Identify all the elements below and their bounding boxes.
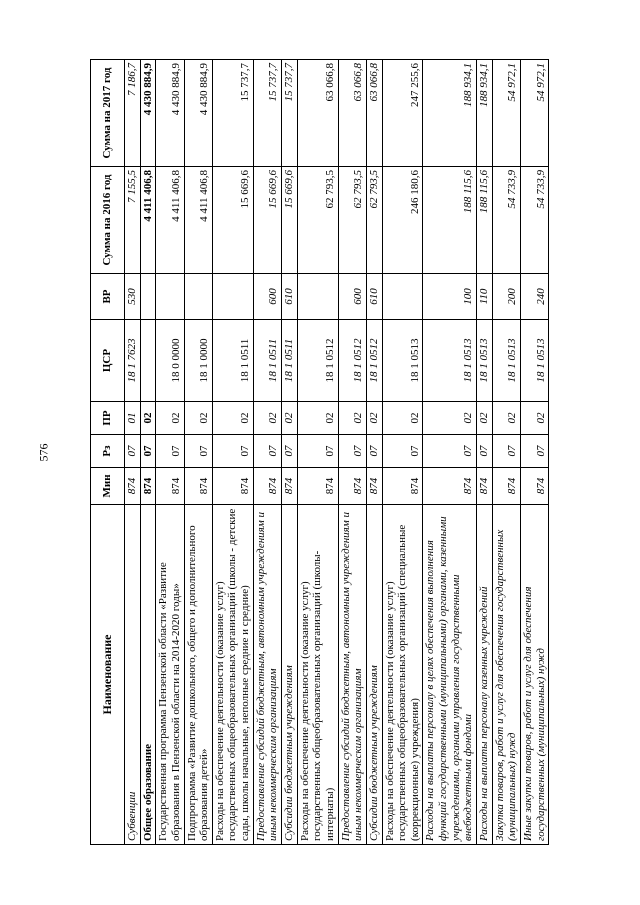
- table-row: [338, 60, 366, 845]
- cell-min: 874: [253, 468, 281, 505]
- cell-sum-2017: 63 066,8: [366, 60, 382, 167]
- cell-sum-2016: 15 669,6: [282, 167, 298, 274]
- cell-pr: 02: [477, 402, 493, 435]
- cell-min: 874: [140, 468, 156, 505]
- cell-min: 874: [492, 468, 520, 505]
- table-row: [156, 60, 184, 845]
- cell-csr: 18 1 0513: [423, 320, 477, 402]
- cell-pr: 02: [366, 402, 382, 435]
- page-number: [34, 0, 54, 905]
- cell-sum-2017: 188 934,1: [423, 60, 477, 167]
- cell-min: 874: [156, 468, 184, 505]
- cell-sum-2016: 7 155,5: [125, 167, 141, 274]
- cell-rz: 07: [520, 435, 548, 468]
- header-pr: ПР: [91, 402, 125, 435]
- cell-sum-2017: 7 186,7: [125, 60, 141, 167]
- table-row: [140, 60, 156, 845]
- cell-name: Расходы на выплаты персоналу в целях обеспечения выполнения функций государственными (муниципальными) органами, казенными учреждениями, органами управления государственными внебюджетными фондами: [423, 505, 477, 845]
- cell-vr: 600: [338, 274, 366, 320]
- cell-pr: 02: [212, 402, 253, 435]
- cell-sum-2016: 188 115,6: [423, 167, 477, 274]
- cell-pr: 01: [125, 402, 141, 435]
- page-number-text: 576: [36, 443, 51, 462]
- cell-rz: 07: [477, 435, 493, 468]
- cell-sum-2016: 15 669,6: [253, 167, 281, 274]
- cell-name: Субсидии бюджетным учреждениям: [282, 505, 298, 845]
- cell-name: Расходы на обеспечение деятельности (оказание услуг) государственных общеобразовательных организаций (школы - детские сады, школы начальные, неполные средние и средние): [212, 505, 253, 845]
- cell-sum-2017: 4 430 884,9: [184, 60, 212, 167]
- cell-rz: 07: [212, 435, 253, 468]
- table-body: [125, 60, 549, 845]
- budget-table: [90, 59, 549, 845]
- header-min: Мин: [91, 468, 125, 505]
- cell-csr: 18 1 0513: [382, 320, 423, 402]
- cell-pr: 02: [156, 402, 184, 435]
- cell-csr: [140, 320, 156, 402]
- cell-sum-2016: 4 411 406,8: [184, 167, 212, 274]
- cell-rz: 07: [253, 435, 281, 468]
- cell-min: 874: [382, 468, 423, 505]
- cell-name: Расходы на обеспечение деятельности (оказание услуг) государственных общеобразовательных организаций (специальные (коррекционные) учреждения): [382, 505, 423, 845]
- cell-pr: 02: [338, 402, 366, 435]
- cell-sum-2016: 54 733,9: [520, 167, 548, 274]
- cell-sum-2017: 188 934,1: [477, 60, 493, 167]
- cell-vr: 600: [253, 274, 281, 320]
- table-row: [184, 60, 212, 845]
- cell-vr: 530: [125, 274, 141, 320]
- cell-sum-2017: 15 737,7: [282, 60, 298, 167]
- cell-min: 874: [520, 468, 548, 505]
- cell-rz: 07: [140, 435, 156, 468]
- cell-csr: 18 1 0512: [338, 320, 366, 402]
- cell-csr: 18 0 0000: [156, 320, 184, 402]
- cell-csr: 18 1 0512: [297, 320, 338, 402]
- table-row: [366, 60, 382, 845]
- cell-sum-2017: 54 972,1: [492, 60, 520, 167]
- cell-name: Расходы на выплаты персоналу казенных учреждений: [477, 505, 493, 845]
- cell-sum-2016: 188 115,6: [477, 167, 493, 274]
- cell-pr: 02: [253, 402, 281, 435]
- cell-min: 874: [282, 468, 298, 505]
- cell-name: Подпрограмма «Развитие дошкольного, общего и дополнительного образования детей»: [184, 505, 212, 845]
- header-sum-2017: Сумма на 2017 год: [91, 60, 125, 167]
- cell-rz: 07: [282, 435, 298, 468]
- cell-pr: 02: [282, 402, 298, 435]
- header-vr: ВР: [91, 274, 125, 320]
- cell-min: 874: [297, 468, 338, 505]
- cell-pr: 02: [423, 402, 477, 435]
- table-row: [297, 60, 338, 845]
- table-row: [253, 60, 281, 845]
- cell-min: 874: [338, 468, 366, 505]
- cell-vr: 200: [492, 274, 520, 320]
- cell-csr: 18 1 0512: [366, 320, 382, 402]
- cell-vr: 610: [282, 274, 298, 320]
- cell-name: Субвенции: [125, 505, 141, 845]
- cell-sum-2016: 246 180,6: [382, 167, 423, 274]
- cell-csr: 18 1 0511: [212, 320, 253, 402]
- cell-vr: 110: [477, 274, 493, 320]
- table-row: [282, 60, 298, 845]
- table-row: [477, 60, 493, 845]
- cell-sum-2016: 4 411 406,8: [140, 167, 156, 274]
- cell-rz: 07: [297, 435, 338, 468]
- cell-pr: 02: [382, 402, 423, 435]
- rotated-page: [90, 60, 592, 845]
- cell-name: Предоставление субсидий бюджетным, автономным учреждениям и иным некоммерческим организациям: [253, 505, 281, 845]
- cell-sum-2016: 15 669,6: [212, 167, 253, 274]
- cell-vr: [382, 274, 423, 320]
- table-row: [492, 60, 520, 845]
- cell-csr: 18 1 7623: [125, 320, 141, 402]
- cell-rz: 07: [156, 435, 184, 468]
- cell-vr: [156, 274, 184, 320]
- cell-min: 874: [212, 468, 253, 505]
- header-rz: Рз: [91, 435, 125, 468]
- cell-pr: 02: [297, 402, 338, 435]
- cell-rz: 07: [125, 435, 141, 468]
- cell-name: Расходы на обеспечение деятельности (оказание услуг) государственных общеобразовательных организаций (школы-интернаты): [297, 505, 338, 845]
- cell-sum-2017: 63 066,8: [297, 60, 338, 167]
- cell-sum-2017: 247 255,6: [382, 60, 423, 167]
- cell-rz: 07: [338, 435, 366, 468]
- cell-min: 874: [423, 468, 477, 505]
- cell-pr: 02: [492, 402, 520, 435]
- cell-csr: 18 1 0511: [253, 320, 281, 402]
- cell-name: Закупка товаров, работ и услуг для обеспечения государственных (муниципальных) нужд: [492, 505, 520, 845]
- cell-rz: 07: [492, 435, 520, 468]
- cell-min: 874: [184, 468, 212, 505]
- cell-rz: 07: [382, 435, 423, 468]
- cell-csr: 18 1 0511: [282, 320, 298, 402]
- cell-sum-2017: 4 430 884,9: [156, 60, 184, 167]
- table-row: [125, 60, 141, 845]
- cell-vr: 100: [423, 274, 477, 320]
- header-csr: ЦСР: [91, 320, 125, 402]
- cell-csr: 18 1 0513: [492, 320, 520, 402]
- cell-sum-2017: 63 066,8: [338, 60, 366, 167]
- cell-vr: [212, 274, 253, 320]
- cell-pr: 02: [520, 402, 548, 435]
- header-sum-2016: Сумма на 2016 год: [91, 167, 125, 274]
- cell-csr: 18 1 0513: [520, 320, 548, 402]
- cell-name: Субсидии бюджетным учреждениям: [366, 505, 382, 845]
- table-row: [382, 60, 423, 845]
- cell-pr: 02: [184, 402, 212, 435]
- cell-min: 874: [477, 468, 493, 505]
- cell-pr: 02: [140, 402, 156, 435]
- table-row: [520, 60, 548, 845]
- cell-sum-2016: 62 793,5: [338, 167, 366, 274]
- cell-vr: 610: [366, 274, 382, 320]
- cell-rz: 07: [366, 435, 382, 468]
- cell-vr: 240: [520, 274, 548, 320]
- cell-sum-2016: 62 793,5: [366, 167, 382, 274]
- table-row: [212, 60, 253, 845]
- cell-vr: [184, 274, 212, 320]
- header-name: Наименование: [91, 505, 125, 845]
- cell-csr: 18 1 0000: [184, 320, 212, 402]
- cell-sum-2016: 62 793,5: [297, 167, 338, 274]
- cell-csr: 18 1 0513: [477, 320, 493, 402]
- cell-name: Предоставление субсидий бюджетным, автономным учреждениям и иным некоммерческим организациям: [338, 505, 366, 845]
- table-row: [423, 60, 477, 845]
- cell-sum-2016: 4 411 406,8: [156, 167, 184, 274]
- cell-name: Общее образование: [140, 505, 156, 845]
- cell-rz: 07: [423, 435, 477, 468]
- cell-sum-2017: 4 430 884,9: [140, 60, 156, 167]
- cell-sum-2017: 15 737,7: [253, 60, 281, 167]
- cell-min: 874: [366, 468, 382, 505]
- cell-sum-2016: 54 733,9: [492, 167, 520, 274]
- cell-min: 874: [125, 468, 141, 505]
- cell-name: Иные закупки товаров, работ и услуг для обеспечения государственных (муниципальных) нужд: [520, 505, 548, 845]
- cell-rz: 07: [184, 435, 212, 468]
- cell-sum-2017: 15 737,7: [212, 60, 253, 167]
- cell-vr: [140, 274, 156, 320]
- cell-vr: [297, 274, 338, 320]
- cell-sum-2017: 54 972,1: [520, 60, 548, 167]
- cell-name: Государственная программа Пензенской области «Развитие образования в Пензенской области на 2014-2020 годы»: [156, 505, 184, 845]
- table-header: [91, 60, 125, 845]
